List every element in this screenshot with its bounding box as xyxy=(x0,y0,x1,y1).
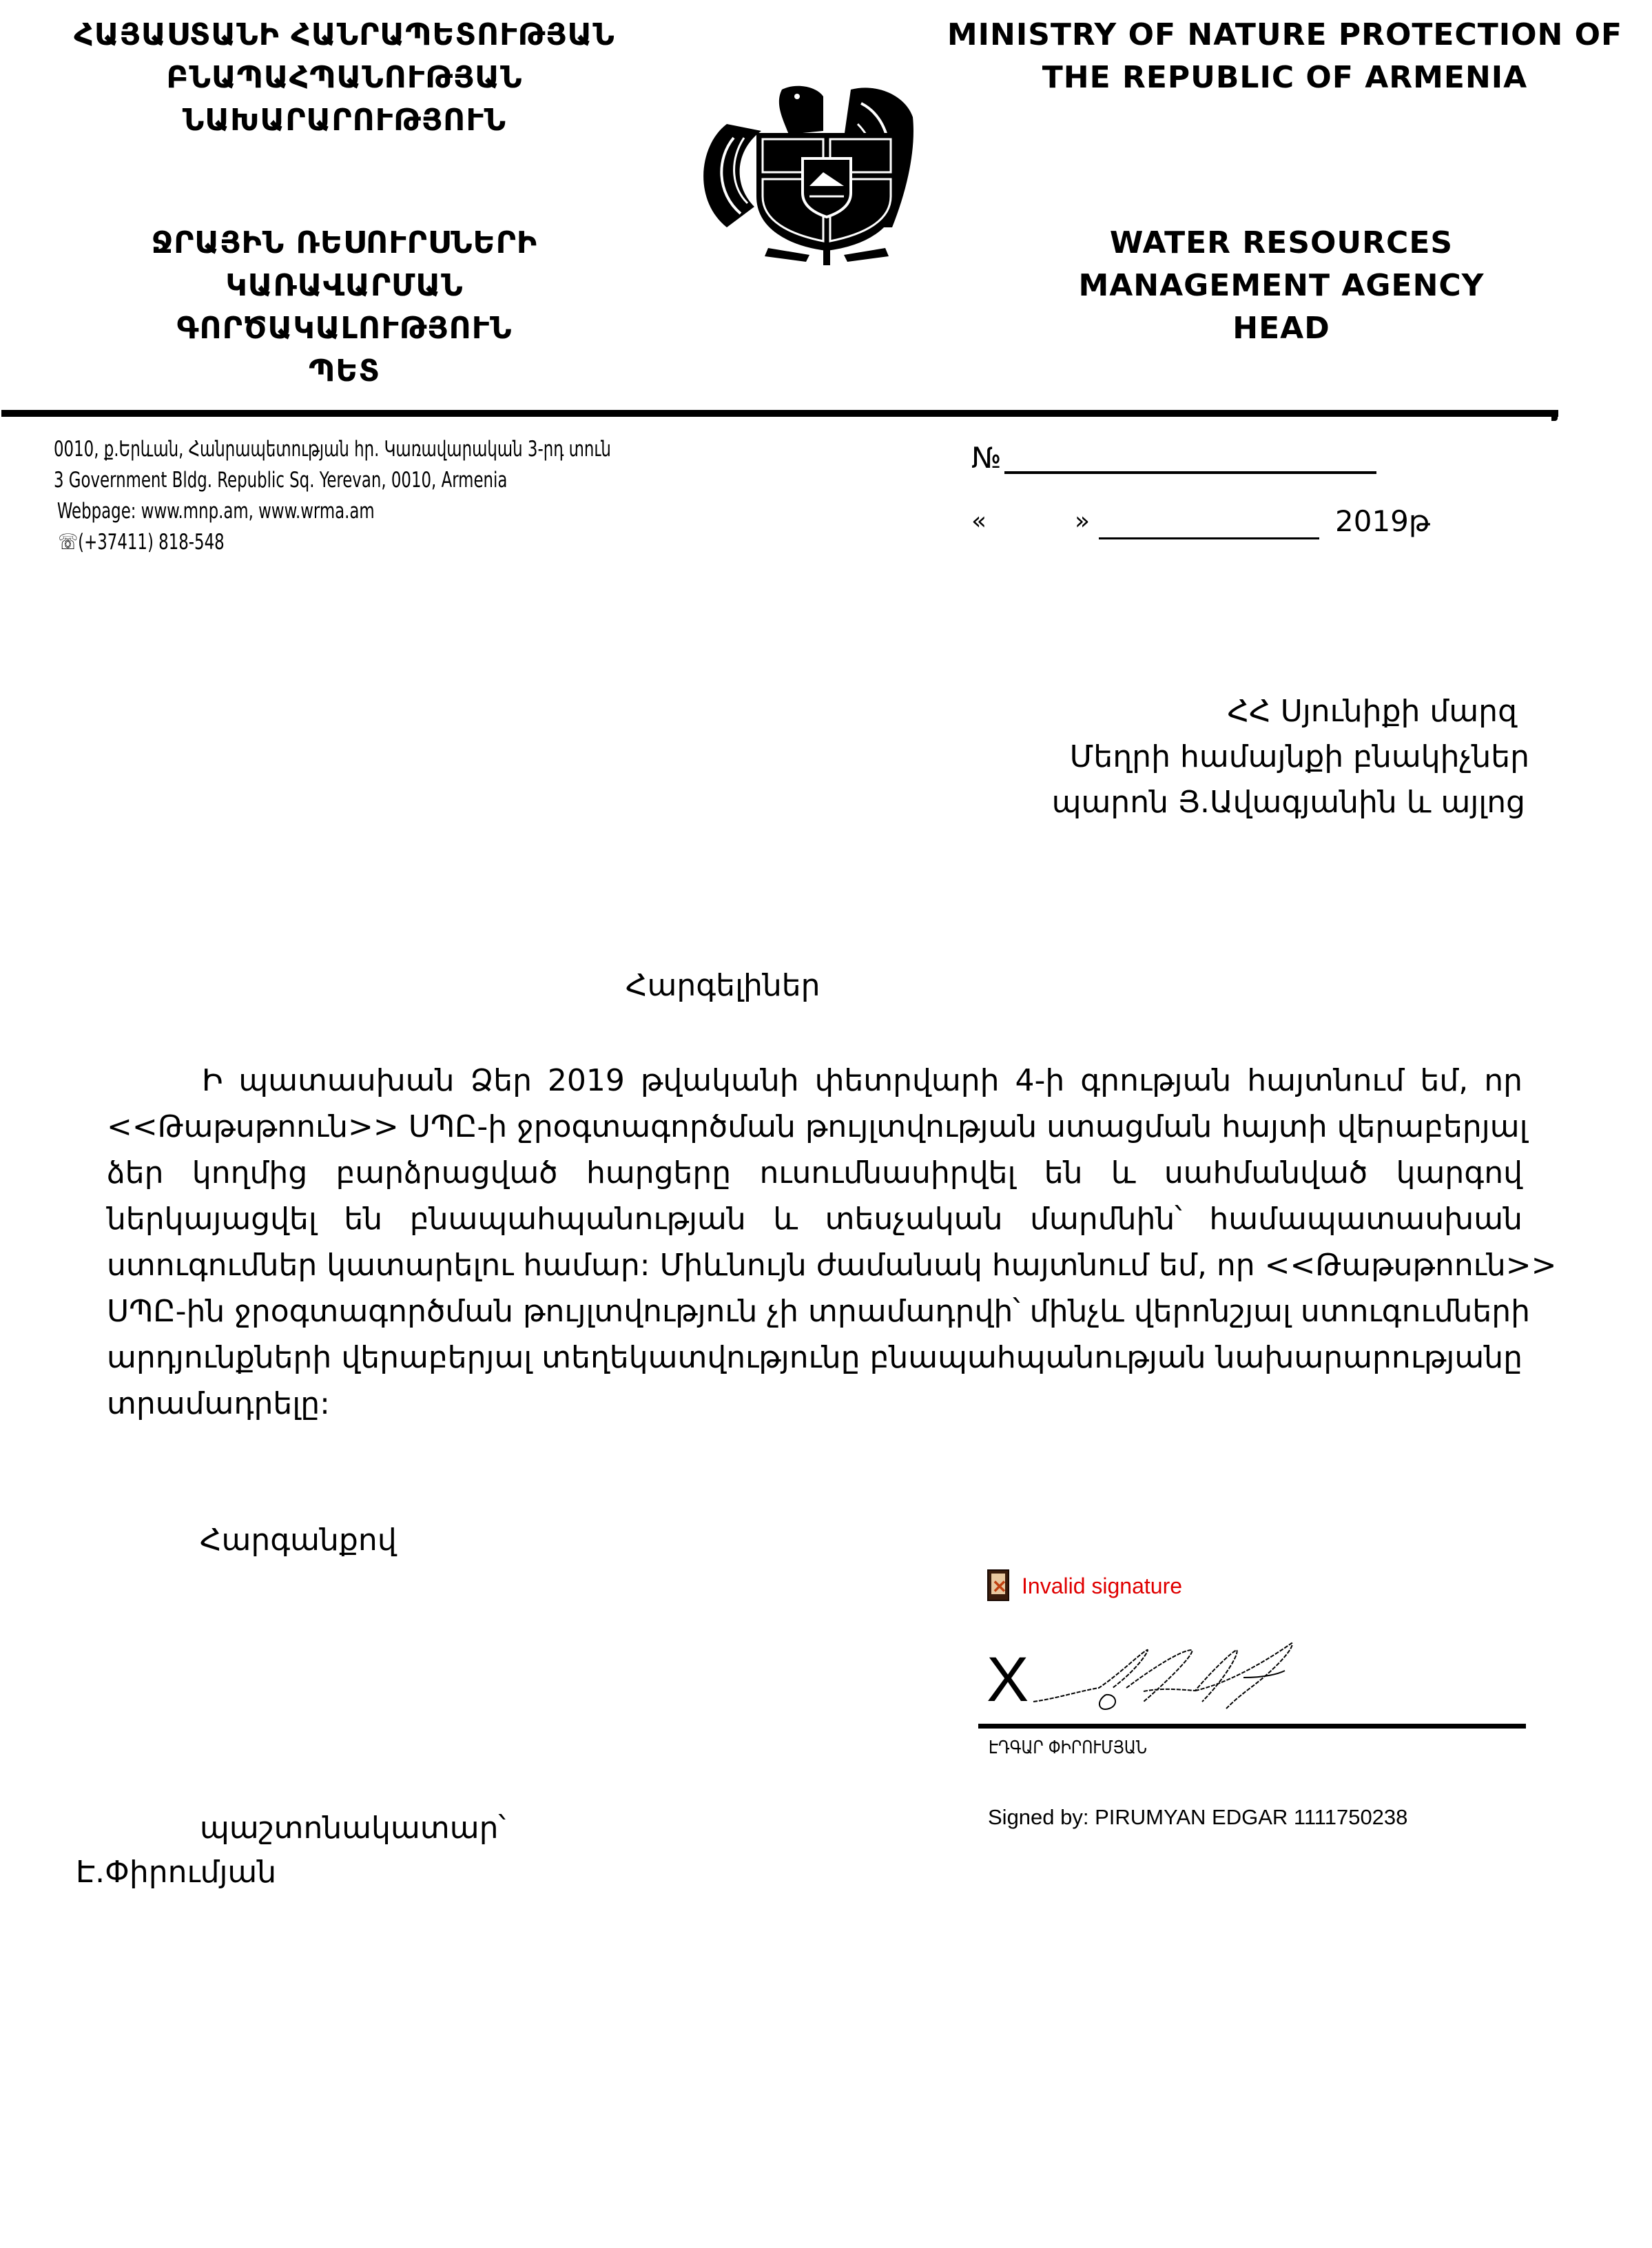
body-line: Ի պատասխան Ձեր 2019 թվականի փետրվարի 4-ի գրության հայտնում եմ, որ xyxy=(202,1063,1522,1098)
body-line: <<Թաթսթոուն>> ՍՊԸ-ի ջրօգտագործման թույլտվության ստացման հայտի վերաբերյալ xyxy=(107,1109,1528,1144)
ministry-name-en-line: THE REPUBLIC OF ARMENIA xyxy=(1042,60,1528,95)
salutation: Հարգելիներ xyxy=(626,968,820,1003)
recipient-line: Մեղրի համայնքի բնակիչներ xyxy=(1069,739,1529,774)
webpage-text: Webpage: www.mnp.am, www.wrma.am xyxy=(56,499,375,524)
agency-name-en-line: MANAGEMENT AGENCY xyxy=(1078,268,1485,303)
webpage xyxy=(54,496,675,527)
signatory-position: պաշտոնակատար՝ xyxy=(200,1811,506,1846)
header-right-ministry xyxy=(944,14,1626,99)
signature-status: Invalid signature xyxy=(1022,1574,1183,1598)
invalid-signature-icon: ✕ xyxy=(987,1569,1009,1601)
body-line: ստուգումներ կատարելու համար: Միևնույն ժամանակ հայտնում եմ, որ <<Թաթսթոուն>> xyxy=(107,1248,1557,1283)
phone-icon: ☏ xyxy=(58,530,79,555)
reference-number-field[interactable] xyxy=(1004,471,1376,474)
header-divider xyxy=(1,410,1558,417)
signatory-short-name: Է.Փիրումյան xyxy=(76,1855,277,1890)
recipient-block xyxy=(964,689,1529,825)
x-mark: X xyxy=(987,1644,1029,1715)
date-close-quote: » xyxy=(1075,507,1091,535)
reference-number xyxy=(971,441,1002,475)
ministry-name-hy-line: ՆԱԽԱՐԱՐՈՒԹՅՈՒՆ xyxy=(182,103,507,138)
contact-block xyxy=(54,434,812,558)
header-left-ministry xyxy=(48,14,641,142)
signer-name-hy: ԷԴԳԱՐ ՓԻՐՈՒՄՅԱՆ xyxy=(989,1737,1147,1758)
reference-date xyxy=(971,504,1522,548)
address-hy: 0010, ք.Երևան, Հանրապետության հր. Կառավարական 3-րդ տուն xyxy=(54,437,611,462)
closing: Հարգանքով xyxy=(200,1523,397,1558)
body-line: ներկայացվել են բնապահպանության և տեսչական մարմնին՝ համապատասխան xyxy=(107,1202,1522,1237)
body-line: տրամադրելը: xyxy=(107,1386,330,1421)
agency-name-hy-line: ԿԱՌԱՎԱՐՄԱՆ xyxy=(225,268,464,303)
armenia-coat-of-arms-icon xyxy=(685,69,927,269)
agency-name-hy-line: ՊԵՏ xyxy=(309,353,380,389)
ministry-name-en-line: MINISTRY OF NATURE PROTECTION OF xyxy=(947,17,1623,52)
signature-line xyxy=(978,1724,1526,1729)
body-line: արդյունքների վերաբերյալ տեղեկատվությունը բնապահպանության նախարարությանը xyxy=(107,1340,1522,1375)
agency-name-en-line: WATER RESOURCES xyxy=(1109,225,1454,260)
date-year: 2019թ xyxy=(1335,504,1430,538)
handwritten-signature-icon xyxy=(1030,1640,1319,1722)
body-line: ձեր կողմից բարձրացված հարցերը ուսումնասիրվել են և սահմանված կարգով xyxy=(107,1155,1522,1190)
letter-body xyxy=(107,1058,1557,1427)
header-right-agency xyxy=(1006,222,1557,350)
header-divider-end xyxy=(1551,410,1558,421)
ministry-name-hy-line: ՀԱՅԱՍՏԱՆԻ ՀԱՆՐԱՊԵՏՈՒԹՅԱՆ xyxy=(74,17,615,52)
recipient-line: պարոն Յ.Ավագյանին և այլոց xyxy=(1051,785,1525,820)
phone-number: (+37411) 818-548 xyxy=(78,530,225,555)
agency-name-hy-line: ՋՐԱՅԻՆ ՌԵՍՈՒՐՍՆԵՐԻ xyxy=(151,225,538,260)
ministry-name-hy-line: ԲՆԱՊԱՀՊԱՆՈՒԹՅԱՆ xyxy=(166,60,523,95)
header-left-agency xyxy=(48,222,641,393)
date-open-quote: « xyxy=(971,507,987,535)
digital-signature[interactable] xyxy=(978,1564,1529,1839)
signed-by: Signed by: PIRUMYAN EDGAR 1111750238 xyxy=(988,1805,1408,1829)
phone xyxy=(54,527,675,558)
date-month-field[interactable] xyxy=(1099,537,1319,539)
address-en: 3 Government Bldg. Republic Sq. Yerevan, 0010, Armenia xyxy=(54,468,508,493)
recipient-line: ՀՀ Սյունիքի մարզ xyxy=(1227,694,1517,729)
agency-name-en-line: HEAD xyxy=(1232,311,1330,346)
agency-name-hy-line: ԳՈՐԾԱԿԱԼՈՒԹՅՈՒՆ xyxy=(176,311,513,346)
number-sign: № xyxy=(971,441,1002,475)
body-line: ՍՊԸ-ին ջրօգտագործման թույլտվություն չի տրամադրվի՝ մինչև վերոնշյալ ստուգումների xyxy=(107,1294,1531,1329)
